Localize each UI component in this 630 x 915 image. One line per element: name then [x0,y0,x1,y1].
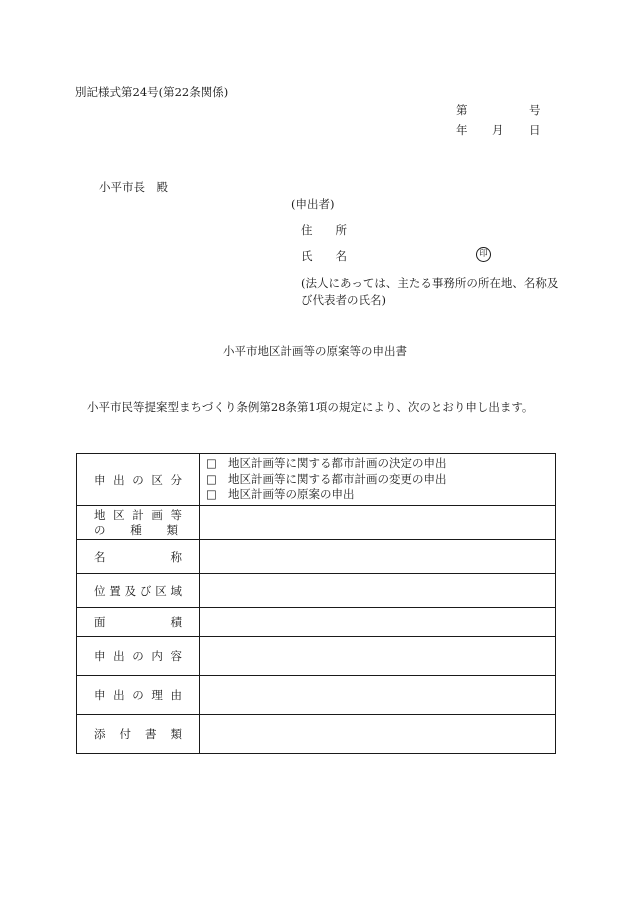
table-row-category [77,454,556,506]
label-area [77,608,200,637]
table-row-location [77,574,556,608]
label-char: 位 [94,583,106,598]
attachments-field[interactable] [200,715,556,754]
option-draft[interactable] [200,487,555,503]
label-char: 容 [170,649,182,663]
label-char: の [132,649,144,663]
reason-field[interactable] [200,676,556,715]
date-year-label: 年 [456,123,468,137]
label-char: 区 [113,507,125,522]
document-title: 小平市地区計画等の原案等の申出書 [223,344,407,358]
table-row-attachments [77,715,556,754]
option-label: 地区計画等に関する都市計画の決定の申出 [228,456,447,471]
statement: 小平市民等提案型まちづくり条例第28条第1項の規定により、次のとおり申し出ます。 [87,400,534,414]
option-change[interactable] [200,472,555,488]
option-decision[interactable] [200,456,555,472]
label-char: 域 [170,583,182,598]
label-char: 画 [151,507,163,522]
checkbox-decision[interactable]: □ [206,456,217,471]
label-char: 区 [151,472,163,487]
label-char: の [94,522,106,537]
label-reason [77,676,200,715]
corporate-note: (法人にあっては、主たる事務所の所在地、名称及び代表者の氏名) [301,276,559,307]
number-label: 第 [456,103,468,117]
label-char: 申 [94,688,106,702]
label-content [77,637,200,676]
label-location [77,574,200,608]
table-row-plan-type [77,506,556,540]
label-char: 地 [94,507,106,522]
name-field[interactable] [200,540,556,574]
label-char: 称 [170,549,182,564]
address-label: 住所 [301,223,370,237]
area-field[interactable] [200,608,556,637]
checkbox-draft[interactable]: □ [206,487,217,502]
label-char: 名 [94,549,106,564]
table-row-content [77,637,556,676]
label-char: 申 [94,472,106,487]
label-char: 等 [170,507,182,522]
label-char: 出 [113,472,125,487]
seal-mark: 印 [476,247,491,262]
label-char: 置 [109,583,121,598]
label-char: 区 [155,583,167,598]
label-char: 種 [130,522,142,537]
form-reference: 別記様式第24号(第22条関係) [75,85,229,99]
label-char: 分 [170,472,182,487]
label-char: 内 [151,649,163,663]
label-name [77,540,200,574]
table-row-name [77,540,556,574]
table-row-area [77,608,556,637]
label-char: 理 [151,688,163,702]
option-label: 地区計画等に関する都市計画の変更の申出 [228,471,447,486]
label-char: の [132,688,144,702]
applicant-heading: (申出者) [291,197,335,211]
label-attachments [77,715,200,754]
checkbox-change[interactable]: □ [206,471,217,486]
application-form-table [76,453,556,754]
label-plan-type [77,506,200,540]
option-label: 地区計画等の原案の申出 [228,487,355,502]
label-char: 面 [94,615,106,629]
label-char: 添 [94,727,106,741]
category-options [200,454,556,506]
label-char: 由 [170,688,182,702]
addressee: 小平市長 殿 [99,180,168,194]
label-char: 計 [132,507,144,522]
plan-type-field[interactable] [200,506,556,540]
label-char: の [132,472,144,487]
label-char: 付 [119,727,131,741]
date-day-label: 日 [529,123,541,137]
location-field[interactable] [200,574,556,608]
table-row-reason [77,676,556,715]
label-char: 類 [166,522,178,537]
label-char: 出 [113,688,125,702]
name-label: 氏名 [301,249,370,263]
date-month-label: 月 [492,123,504,137]
number-suffix: 号 [529,103,541,117]
label-char: 積 [170,615,182,629]
label-char: 類 [170,727,182,741]
label-char: 申 [94,649,106,663]
label-category [77,454,200,506]
label-char: 書 [145,727,157,741]
label-char: 及 [124,583,137,598]
label-char: び [139,583,152,598]
label-char: 出 [113,649,125,663]
content-field[interactable] [200,637,556,676]
